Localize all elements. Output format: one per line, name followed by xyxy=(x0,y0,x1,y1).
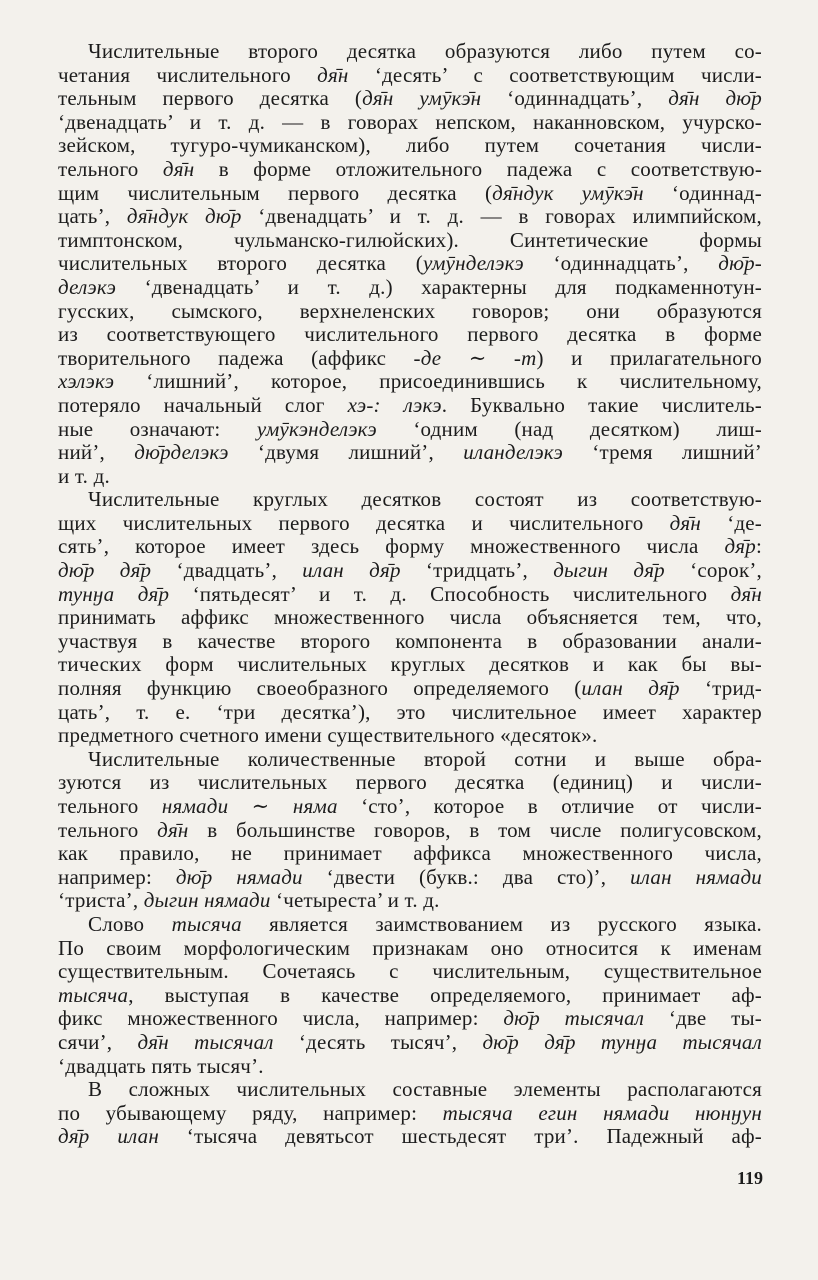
text-run: зуются из числительных первого десятка (единиц) и числи- xyxy=(58,771,762,795)
text-run: фикс множественного числа, например: xyxy=(58,1007,504,1031)
italic-term: дя̄н xyxy=(162,157,195,181)
italic-term: дя̄н xyxy=(157,818,189,842)
text-run: ‘двести (букв.: два сто)’, xyxy=(302,865,631,889)
text-line xyxy=(58,1031,762,1055)
text-run: числительных второго десятка ( xyxy=(58,252,423,276)
italic-term: хэ-: лэкэ xyxy=(347,393,442,417)
text-run: полняя функцию своеобразного определяемого ( xyxy=(58,677,582,701)
text-run: зейском, тугуро-чумиканском), либо путем сочетания числи- xyxy=(58,134,762,158)
text-line xyxy=(58,252,762,276)
text-run: ‘сорок’, xyxy=(664,559,762,583)
text-run: из соответствующего числительного первого десятка в форме xyxy=(58,323,762,347)
text-line xyxy=(58,394,762,418)
italic-term: дю̄рделэкэ xyxy=(134,441,229,465)
italic-term: дя̄н xyxy=(730,582,762,606)
text-line xyxy=(58,559,762,583)
text-line xyxy=(58,488,762,512)
text-run: ) и прилагательного xyxy=(536,346,762,370)
text-line xyxy=(58,87,762,111)
text-line xyxy=(58,842,762,866)
text-line xyxy=(58,134,762,158)
text-run: в большинстве говоров, в том числе полигусовском, xyxy=(188,818,762,842)
text-line xyxy=(58,158,762,182)
text-line xyxy=(58,441,762,465)
text-line xyxy=(58,795,762,819)
text-run: ‘двенадцать’ и т. д.) характерны для подкаменнотун- xyxy=(116,275,762,299)
text-line xyxy=(58,1125,762,1149)
italic-term: -де ∼ -т xyxy=(413,346,537,370)
text-run: сять’, которое имеет здесь форму множественного числа xyxy=(58,535,725,559)
italic-term: умӯкэнделэкэ xyxy=(256,417,377,441)
italic-term: делэкэ xyxy=(58,275,117,299)
text-run: ‘десять’ с соответствующим числи- xyxy=(348,63,762,87)
text-line xyxy=(58,889,762,913)
text-run: тельным первого десятка ( xyxy=(58,87,363,111)
text-run: тельного xyxy=(58,795,162,818)
text-run: принимать аффикс множественного числа объясняется тем, что, xyxy=(58,606,762,630)
text-line xyxy=(58,64,762,88)
text-line xyxy=(58,535,762,559)
italic-term: тунӈа дя̄р xyxy=(58,582,170,606)
text-run: ‘четыреста’ и т. д. xyxy=(270,889,440,913)
text-run: ‘лишний’, которое, присоединившись к числительному, xyxy=(114,370,762,394)
text-run: По своим морфологическим признакам оно относится к именам xyxy=(58,936,762,960)
text-line xyxy=(58,1078,762,1102)
text-run: ‘две ты- xyxy=(644,1007,762,1031)
italic-term: дя̄н xyxy=(317,63,349,87)
text-run: ‘трид- xyxy=(679,677,762,701)
text-line xyxy=(58,677,762,701)
italic-term: тысяча xyxy=(171,912,242,936)
italic-term: тысяча егин нямади нюнӈун xyxy=(442,1101,762,1125)
text-line xyxy=(58,653,762,677)
text-run: сячи’, xyxy=(58,1030,138,1054)
text-line xyxy=(58,347,762,371)
text-run: ‘одиннадцать’, xyxy=(481,87,669,111)
text-run: ные означают: xyxy=(58,417,257,441)
text-run: и т. д. xyxy=(58,464,110,488)
italic-term: дю̄р нямади xyxy=(175,865,303,889)
text-run: ‘сто’, которое в отличие от числи- xyxy=(337,795,762,818)
italic-term: дя̄р илан xyxy=(58,1125,159,1149)
text-run: ‘тремя лишний’ xyxy=(562,441,762,465)
text-line xyxy=(58,205,762,229)
text-line xyxy=(58,937,762,961)
italic-term: иланделэкэ xyxy=(463,441,563,465)
italic-term: илан нямади xyxy=(630,865,762,889)
text-line xyxy=(58,182,762,206)
italic-term: дя̄н умӯкэ̄н xyxy=(362,87,482,111)
text-line xyxy=(58,300,762,324)
text-run: ‘двенадцать’ и т. д. — в говорах непском, наканновском, учурско- xyxy=(58,110,762,134)
text-run: ний’, xyxy=(58,441,135,465)
text-run: по убывающему ряду, например: xyxy=(58,1101,443,1125)
text-line xyxy=(58,276,762,300)
text-line xyxy=(58,111,762,135)
text-line xyxy=(58,583,762,607)
text-line xyxy=(58,724,762,748)
text-run: ‘тридцать’, xyxy=(400,559,554,583)
text-run: ‘одиннад- xyxy=(643,181,762,205)
text-line xyxy=(58,512,762,536)
text-run: творительного падежа (аффикс xyxy=(58,346,414,370)
text-line xyxy=(58,418,762,442)
text-run: как правило, не принимает аффикса множественного числа, xyxy=(58,842,762,866)
italic-term: дя̄н дю̄р xyxy=(668,87,762,111)
italic-term: дю̄р дя̄р тунӈа тысячал xyxy=(482,1030,762,1054)
text-run: в форме отложительного падежа с соответствую- xyxy=(194,157,762,181)
text-run: ‘двенадцать’ и т. д. — в говорах илимпийском, xyxy=(241,205,762,229)
text-run: Слово xyxy=(88,912,172,936)
text-run: ‘двадцать’, xyxy=(151,559,303,583)
italic-term: дю̄р тысячал xyxy=(503,1007,645,1031)
text-run: ‘двумя лишний’, xyxy=(228,441,464,465)
text-run: существительным. Сочетаясь с числительным, существительное xyxy=(58,960,762,984)
italic-term: илан дя̄р xyxy=(581,677,680,701)
text-run: ‘де- xyxy=(701,511,762,535)
text-line xyxy=(58,748,762,772)
italic-term: дыгин нямади xyxy=(143,889,271,913)
text-run: ‘двадцать пять тысяч’. xyxy=(58,1054,264,1078)
text-run: : xyxy=(755,535,762,559)
text-run: цать’, xyxy=(58,205,127,229)
text-run: является заимствованием из русского языка. xyxy=(241,912,762,936)
text-run: тельного xyxy=(58,157,163,181)
text-line xyxy=(58,40,762,64)
italic-term: тысяча xyxy=(58,983,129,1007)
text-run: гусских, сымского, верхнеленских говоров; они образуются xyxy=(58,299,762,323)
text-line xyxy=(58,606,762,630)
italic-term: дя̄н xyxy=(669,511,702,535)
italic-term: дя̄ндук дю̄р xyxy=(126,205,242,229)
text-run: , выступая в качестве определяемого, принимает аф- xyxy=(128,983,762,1007)
text-line xyxy=(58,229,762,253)
text-run: . Буквально такие числитель- xyxy=(441,393,762,417)
text-line xyxy=(58,913,762,937)
text-line xyxy=(58,1102,762,1126)
text-line xyxy=(58,771,762,795)
text-run: предметного счетного имени существительного «десяток». xyxy=(58,724,598,748)
italic-term: дыгин дя̄р xyxy=(553,559,665,583)
text-run: ‘одним (над десятком) лиш- xyxy=(376,417,762,441)
text-line xyxy=(58,323,762,347)
text-line xyxy=(58,960,762,984)
text-run: ‘десять тысяч’, xyxy=(273,1030,483,1054)
text-run: потеряло начальный слог xyxy=(58,393,348,417)
text-line xyxy=(58,370,762,394)
text-line xyxy=(58,465,762,489)
text-line xyxy=(58,819,762,843)
page-number: 119 xyxy=(737,1168,764,1188)
italic-term: илан дя̄р xyxy=(302,559,401,583)
text-line xyxy=(58,1055,762,1079)
text-line xyxy=(58,701,762,725)
text-line xyxy=(58,1007,762,1031)
text-run: четания числительного xyxy=(58,63,318,87)
text-run: ‘одиннадцать’, xyxy=(523,252,719,276)
text-run: Числительные количественные второй сотни и выше обра- xyxy=(88,747,762,771)
italic-term: дя̄ндук умӯкэ̄н xyxy=(492,181,644,205)
text-run: ‘триста’, xyxy=(58,889,144,913)
text-run: щих числительных первого десятка и числительного xyxy=(58,511,670,535)
text-run: цать’, т. е. ‘три десятка’), это числительное имеет характер xyxy=(58,700,762,724)
text-run: участвуя в качестве второго компонента в образовании анали- xyxy=(58,629,762,653)
text-run: тимптонском, чульманско-гилюйских). Синтетические формы xyxy=(58,228,762,252)
text-run: В сложных числительных составные элементы располагаются xyxy=(88,1078,762,1102)
text-run: например: xyxy=(58,865,176,889)
italic-term: дя̄р xyxy=(724,535,756,559)
text-run: ‘тысяча девятьсот шестьдесят три’. Падежный аф- xyxy=(158,1125,762,1149)
text-line xyxy=(58,630,762,654)
text-run: тельного xyxy=(58,818,158,842)
text-run: Числительные второго десятка образуются либо путем со- xyxy=(88,40,762,63)
text-run: Числительные круглых десятков состоят из соответствую- xyxy=(88,488,762,512)
italic-term: умӯнделэкэ xyxy=(422,252,524,276)
italic-term: хэлэкэ xyxy=(58,370,115,394)
text-line xyxy=(58,984,762,1008)
italic-term: дю̄р- xyxy=(718,252,762,276)
text-run: щим числительным первого десятка ( xyxy=(58,181,493,205)
text-run: ‘пятьдесят’ и т. д. Способность числительного xyxy=(169,582,731,606)
italic-term: дю̄р дя̄р xyxy=(58,559,152,583)
italic-term: нямади ∼ няма xyxy=(161,795,338,818)
text-run: тических форм числительных круглых десятков и как бы вы- xyxy=(58,653,762,677)
italic-term: дя̄н тысячал xyxy=(137,1030,274,1054)
text-body xyxy=(58,40,762,1149)
text-line xyxy=(58,866,762,890)
